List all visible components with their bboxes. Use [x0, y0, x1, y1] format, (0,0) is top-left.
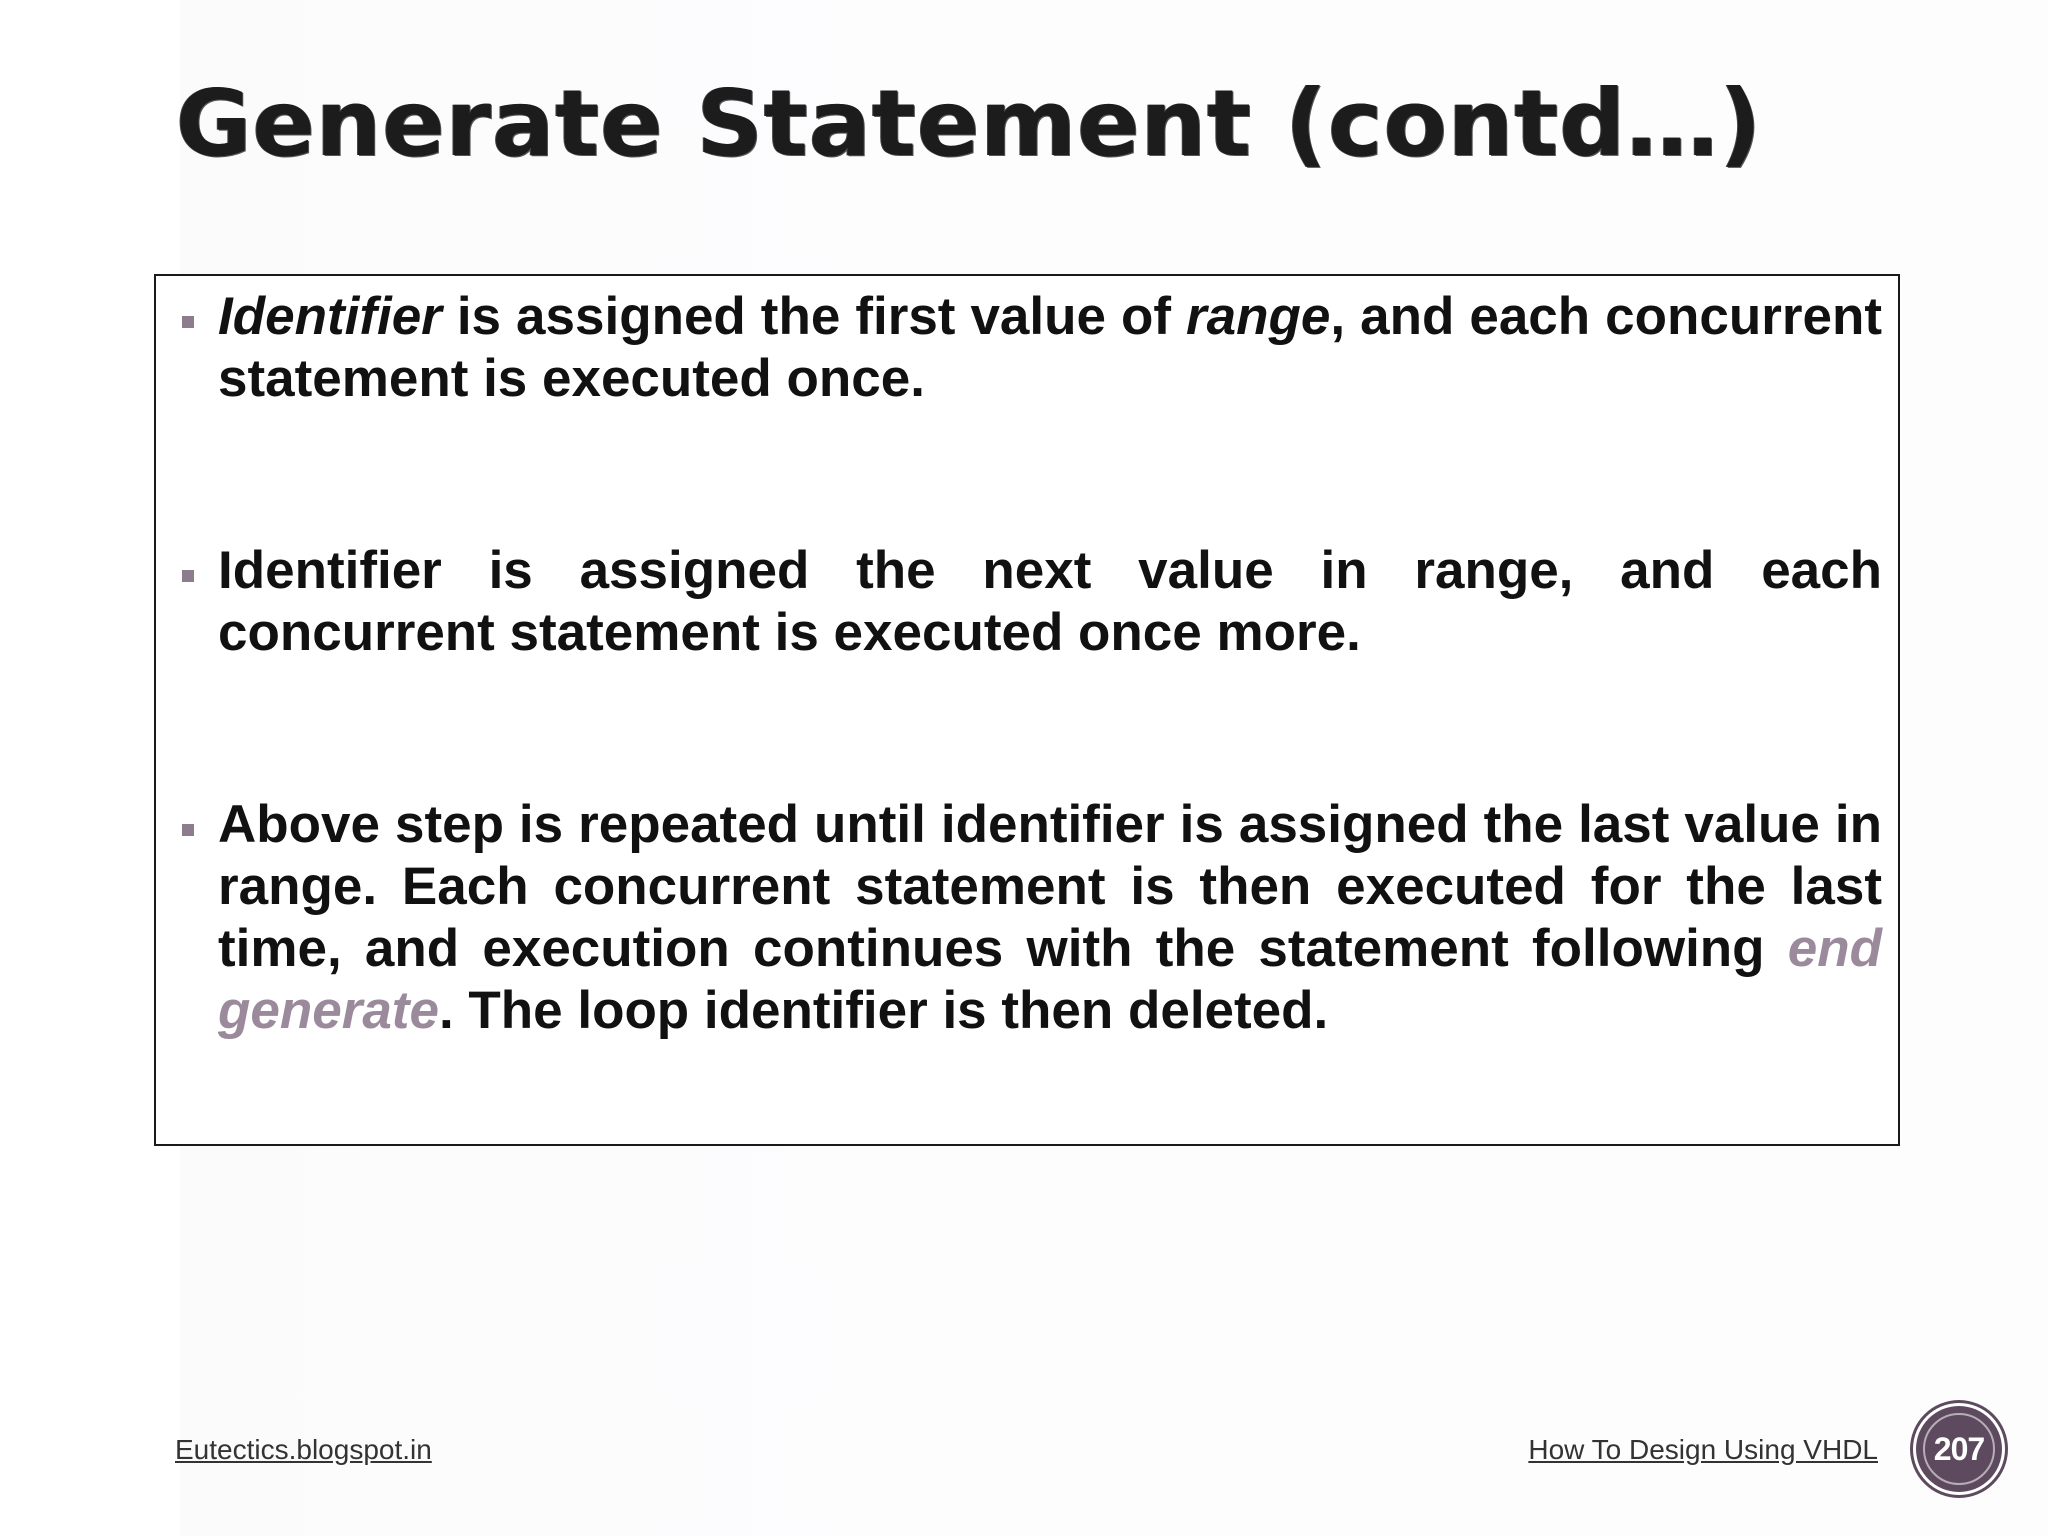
bullet-square-icon — [182, 570, 194, 582]
bullet-text: Identifier is assigned the next value in range, and each concurrent statement is executed once more. — [218, 541, 1882, 662]
bullet-square-icon — [182, 316, 194, 328]
page-number-badge — [1916, 1406, 2002, 1492]
bullet-text: . The loop identifier is then deleted. — [438, 981, 1329, 1040]
bullet-text-italic: range — [1186, 287, 1331, 346]
bullet-text: , and each concurrent statement is executed once. — [218, 287, 1882, 408]
footer-course-link[interactable]: How To Design Using VHDL — [1528, 1434, 1878, 1465]
bullet-item — [218, 286, 1882, 410]
content-box — [154, 274, 1900, 1146]
bullet-keyword-accent: end generate — [218, 919, 1882, 1040]
bullet-item — [218, 794, 1882, 1042]
footer-blog-link[interactable]: Eutectics.blogspot.in — [175, 1434, 432, 1465]
bullet-item — [218, 540, 1882, 664]
bullet-square-icon — [182, 824, 194, 836]
bullet-text: is assigned the first value of — [441, 287, 1187, 346]
bullet-text-italic: Identifier — [218, 287, 442, 346]
page-number: 207 — [1933, 1431, 1985, 1467]
slide-title: Generate Statement (contd…) — [176, 70, 1763, 177]
bullet-text: Above step is repeated until identifier is assigned the last value in range. Each concurrent statement is then executed for the last time, and execution continues with the statement following — [218, 795, 1882, 978]
